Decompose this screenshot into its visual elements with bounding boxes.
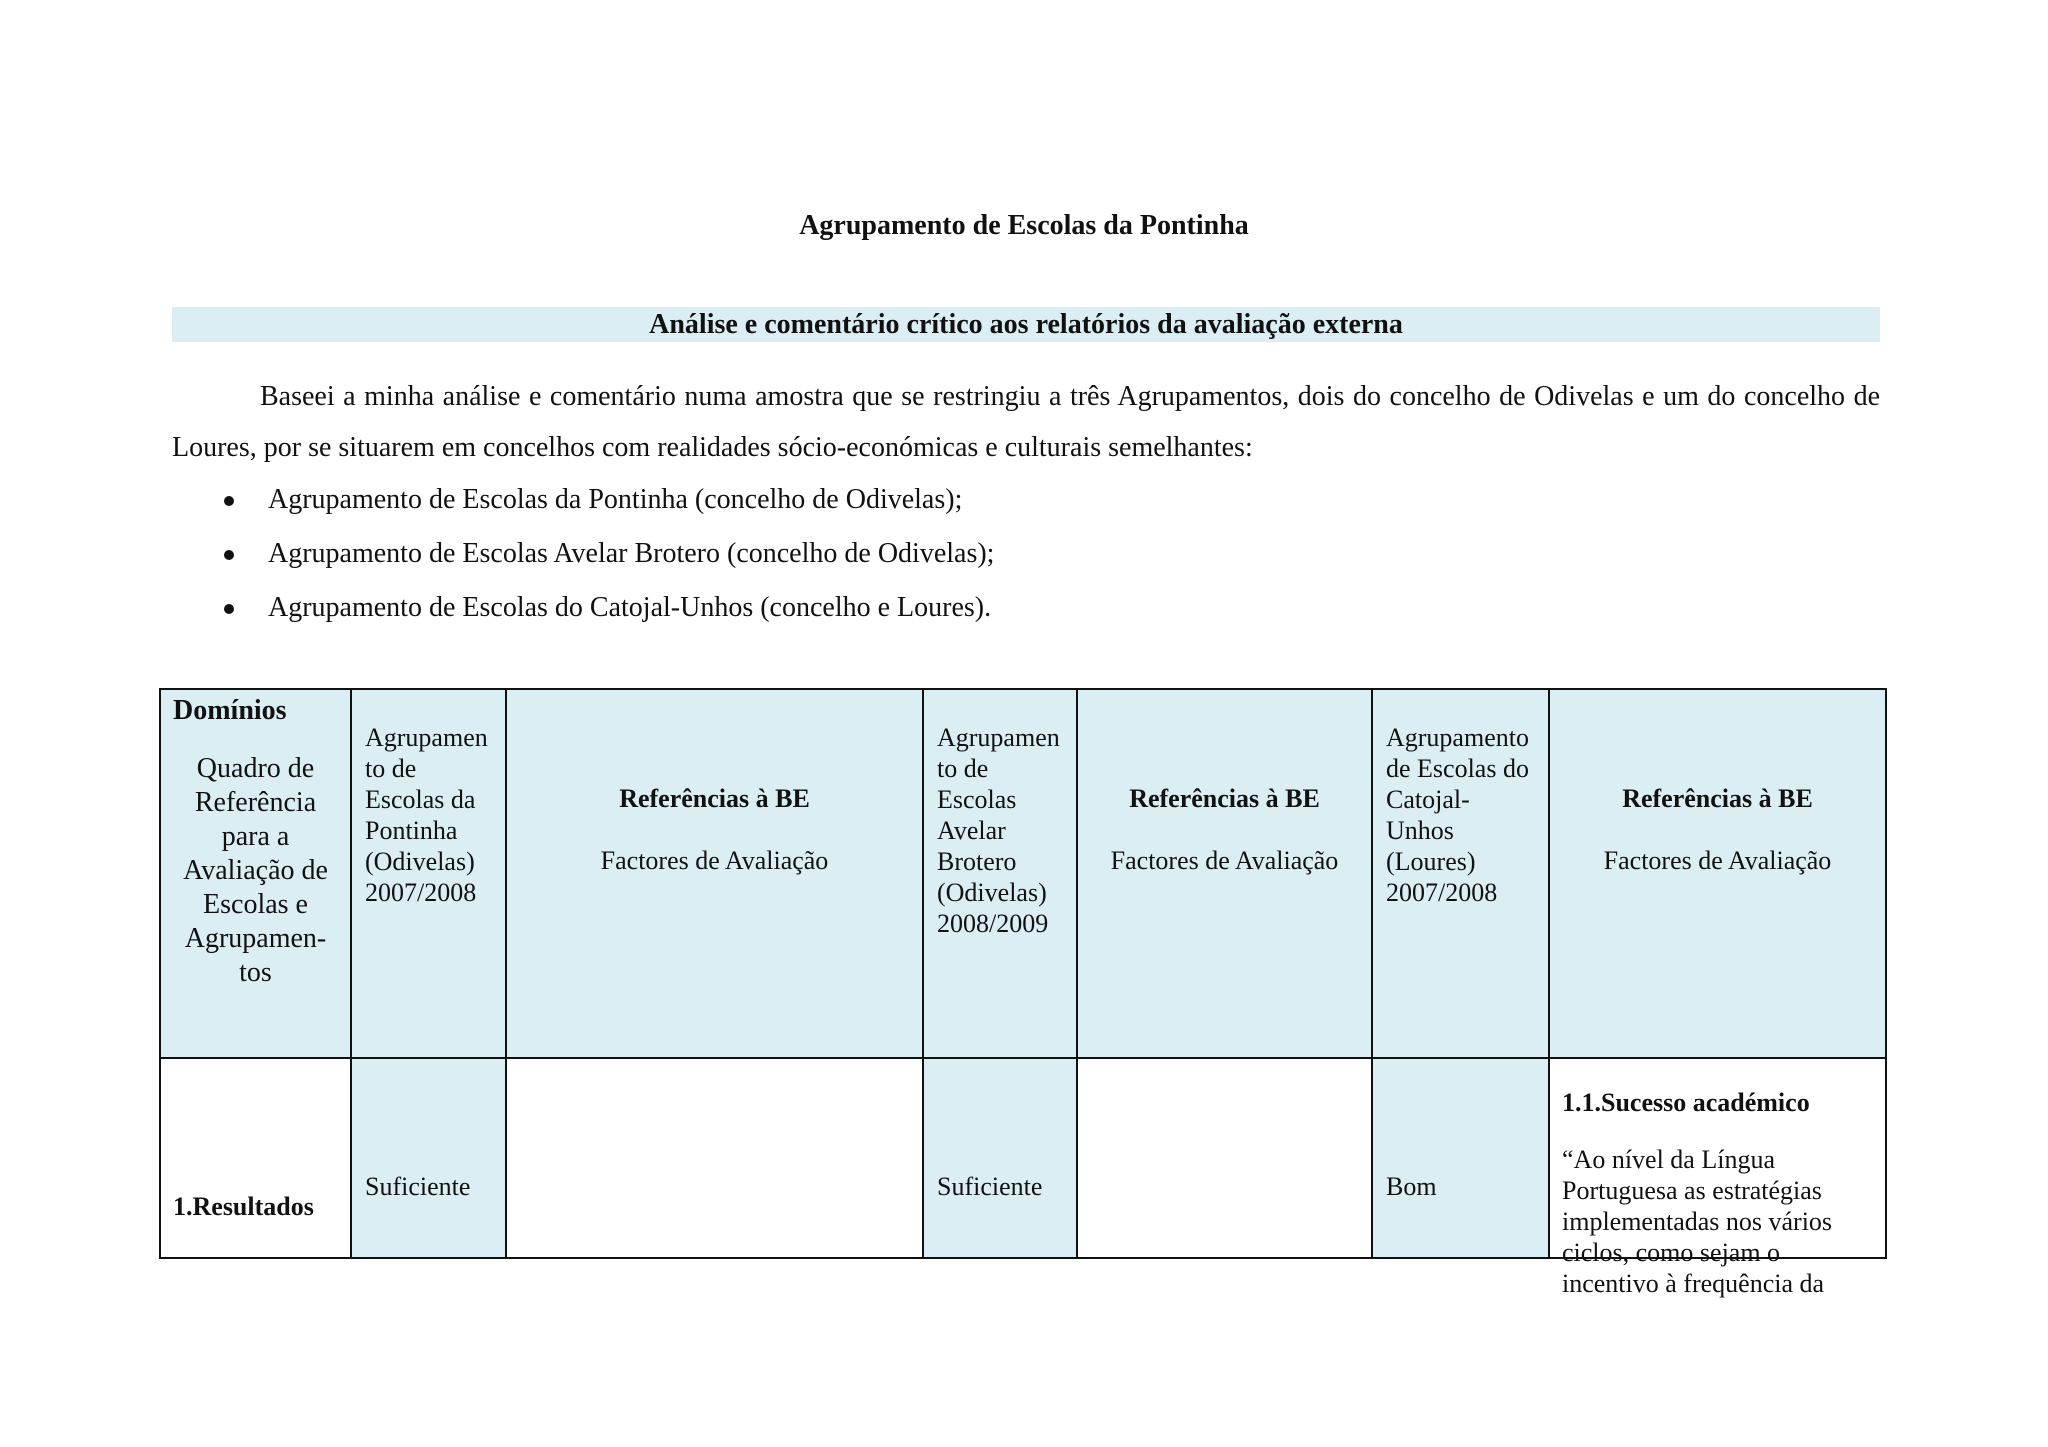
references-header-cell — [1077, 689, 1372, 1058]
bullet-icon — [224, 604, 234, 614]
list-item-text: Agrupamento de Escolas do Catojal-Unhos (concelho e Loures). — [268, 592, 992, 623]
quote-heading: 1.1.Sucesso académico — [1562, 1088, 1810, 1117]
intro-paragraph: Baseei a minha análise e comentário numa amostra que se restringiu a três Agrupamentos, dois do concelho de Odivelas e um do concelho de Loures, por se situarem em concelhos com realidades sócio-económicas e culturais semelhantes: — [172, 381, 1880, 463]
domains-description: Quadro de Referência para a Avaliação de Escolas e Agrupamen-tos — [183, 753, 328, 988]
rating-value: Bom — [1386, 1172, 1437, 1201]
references-title: Referências à BE — [619, 784, 810, 813]
references-header-cell — [1549, 689, 1886, 1058]
page-title: Agrupamento de Escolas da Pontinha — [799, 210, 1249, 241]
domain-resultados-label: 1.Resultados — [173, 1192, 314, 1221]
references-subtitle: Factores de Avaliação — [1603, 846, 1832, 875]
rating-value: Suficiente — [937, 1172, 1043, 1201]
references-cell-catojal — [1549, 1058, 1886, 1298]
quote-text: “Ao nível da Língua Portuguesa as estratégias implementadas nos vários ciclos, como sejam o incentivo à frequência da — [1562, 1145, 1833, 1298]
domains-label: Domínios — [173, 695, 287, 726]
domain-resultados-cell — [160, 1058, 351, 1258]
rating-value: Suficiente — [365, 1172, 471, 1201]
rating-pontinha — [351, 1058, 506, 1258]
domains-header-cell — [160, 689, 351, 1058]
rating-avelar-brotero — [923, 1058, 1077, 1258]
list-item — [172, 581, 1872, 635]
references-subtitle: Factores de Avaliação — [600, 846, 829, 875]
list-item-text: Agrupamento de Escolas Avelar Brotero (concelho de Odivelas); — [268, 538, 995, 569]
section-heading: Análise e comentário crítico aos relatórios da avaliação externa — [172, 307, 1880, 342]
list-item — [172, 473, 1872, 527]
bullet-icon — [224, 550, 234, 560]
table-header-row — [160, 689, 1886, 1058]
bullet-icon — [224, 496, 234, 506]
group-header-catojal-unhos: Agrupamento de Escolas do Catojal-Unhos (Loures) 2007/2008 — [1372, 689, 1549, 1058]
list-item-text: Agrupamento de Escolas da Pontinha (concelho de Odivelas); — [268, 484, 963, 515]
agrupamentos-list — [172, 473, 1872, 635]
references-title: Referências à BE — [1622, 784, 1813, 813]
references-cell-empty — [506, 1058, 923, 1258]
table-row — [160, 1058, 1886, 1258]
references-subtitle: Factores de Avaliação — [1110, 846, 1339, 875]
evaluation-table — [159, 688, 1887, 1298]
references-title: Referências à BE — [1129, 784, 1320, 813]
group-header-pontinha: Agrupamen to de Escolas da Pontinha (Odivelas) 2007/2008 — [351, 689, 506, 1058]
references-cell-empty — [1077, 1058, 1372, 1258]
rating-catojal-unhos — [1372, 1058, 1549, 1258]
group-header-avelar-brotero: Agrupamen to de Escolas Avelar Brotero (Odivelas) 2008/2009 — [923, 689, 1077, 1058]
references-header-cell — [506, 689, 923, 1058]
list-item — [172, 527, 1872, 581]
